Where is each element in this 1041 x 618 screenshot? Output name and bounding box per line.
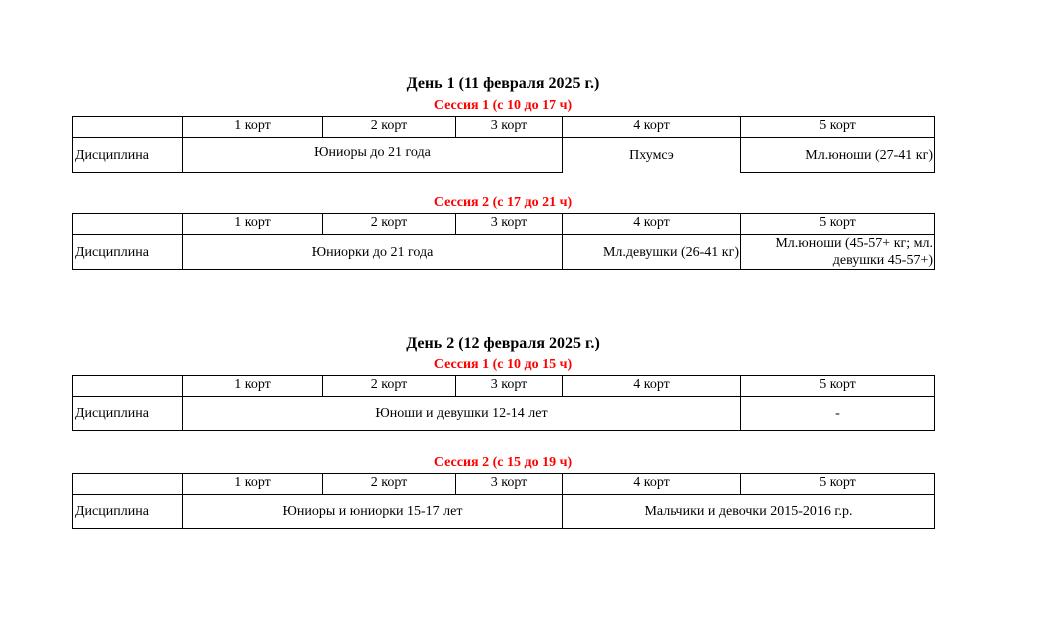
court-4-cell: Мл.девушки (26-41 кг) (563, 235, 741, 270)
court-5-header: 5 корт (741, 376, 935, 397)
court-2-header: 2 корт (323, 376, 456, 397)
court-3-header: 3 корт (456, 117, 563, 138)
courts-1-4-cell: Юноши и девушки 12-14 лет (183, 397, 741, 431)
table-header-row (73, 376, 935, 397)
table-header-row (73, 214, 935, 235)
court-5-cell: Мл.юноши (27-41 кг) (741, 138, 935, 173)
court-4-header: 4 корт (563, 214, 741, 235)
court-1-header: 1 корт (183, 474, 323, 495)
court-4-header: 4 корт (563, 376, 741, 397)
table-row (73, 235, 935, 270)
discipline-label: Дисциплина (73, 495, 183, 529)
court-1-header: 1 корт (183, 376, 323, 397)
day1-session1-title: Сессия 1 (с 10 до 17 ч) (433, 98, 573, 113)
day2-session1-table (72, 375, 935, 431)
court-4-header: 4 корт (563, 117, 741, 138)
court-5-cell: Мл.юноши (45-57+ кг; мл. девушки 45-57+) (741, 235, 935, 270)
day1-session1-table (72, 116, 935, 173)
table-header-row (73, 117, 935, 138)
courts-1-3-cell: Юниоры до 21 года (183, 138, 563, 173)
court-5-header: 5 корт (741, 474, 935, 495)
day1-title: День 1 (11 февраля 2025 г.) (406, 75, 600, 92)
court-5-cell: - (741, 397, 935, 431)
court-2-header: 2 корт (323, 214, 456, 235)
courts-1-3-cell: Юниоры и юниорки 15-17 лет (183, 495, 563, 529)
court-1-header: 1 корт (183, 214, 323, 235)
courts-1-3-cell: Юниорки до 21 года (183, 235, 563, 270)
header-empty-cell (73, 214, 183, 235)
table-header-row (73, 474, 935, 495)
court-4-cell: Пхумсэ (563, 138, 741, 173)
header-empty-cell (73, 376, 183, 397)
table-row (73, 397, 935, 431)
court-3-header: 3 корт (456, 474, 563, 495)
court-2-header: 2 корт (323, 474, 456, 495)
day2-session2-table (72, 473, 935, 529)
court-2-header: 2 корт (323, 117, 456, 138)
courts-4-5-cell: Мальчики и девочки 2015-2016 г.р. (563, 495, 935, 529)
day2-session1-title: Сессия 1 (с 10 до 15 ч) (433, 357, 573, 372)
day1-session2-title: Сессия 2 (с 17 до 21 ч) (433, 195, 573, 210)
discipline-label: Дисциплина (73, 235, 183, 270)
header-empty-cell (73, 474, 183, 495)
day1-session2-table (72, 213, 935, 270)
discipline-label: Дисциплина (73, 138, 183, 173)
court-3-header: 3 корт (456, 376, 563, 397)
court-5-header: 5 корт (741, 214, 935, 235)
court-5-header: 5 корт (741, 117, 935, 138)
court-4-header: 4 корт (563, 474, 741, 495)
header-empty-cell (73, 117, 183, 138)
court-1-header: 1 корт (183, 117, 323, 138)
court-3-header: 3 корт (456, 214, 563, 235)
day2-title: День 2 (12 февраля 2025 г.) (406, 335, 600, 352)
table-row (73, 495, 935, 529)
day2-session2-title: Сессия 2 (с 15 до 19 ч) (433, 455, 573, 470)
table-row (73, 138, 935, 173)
discipline-label: Дисциплина (73, 397, 183, 431)
